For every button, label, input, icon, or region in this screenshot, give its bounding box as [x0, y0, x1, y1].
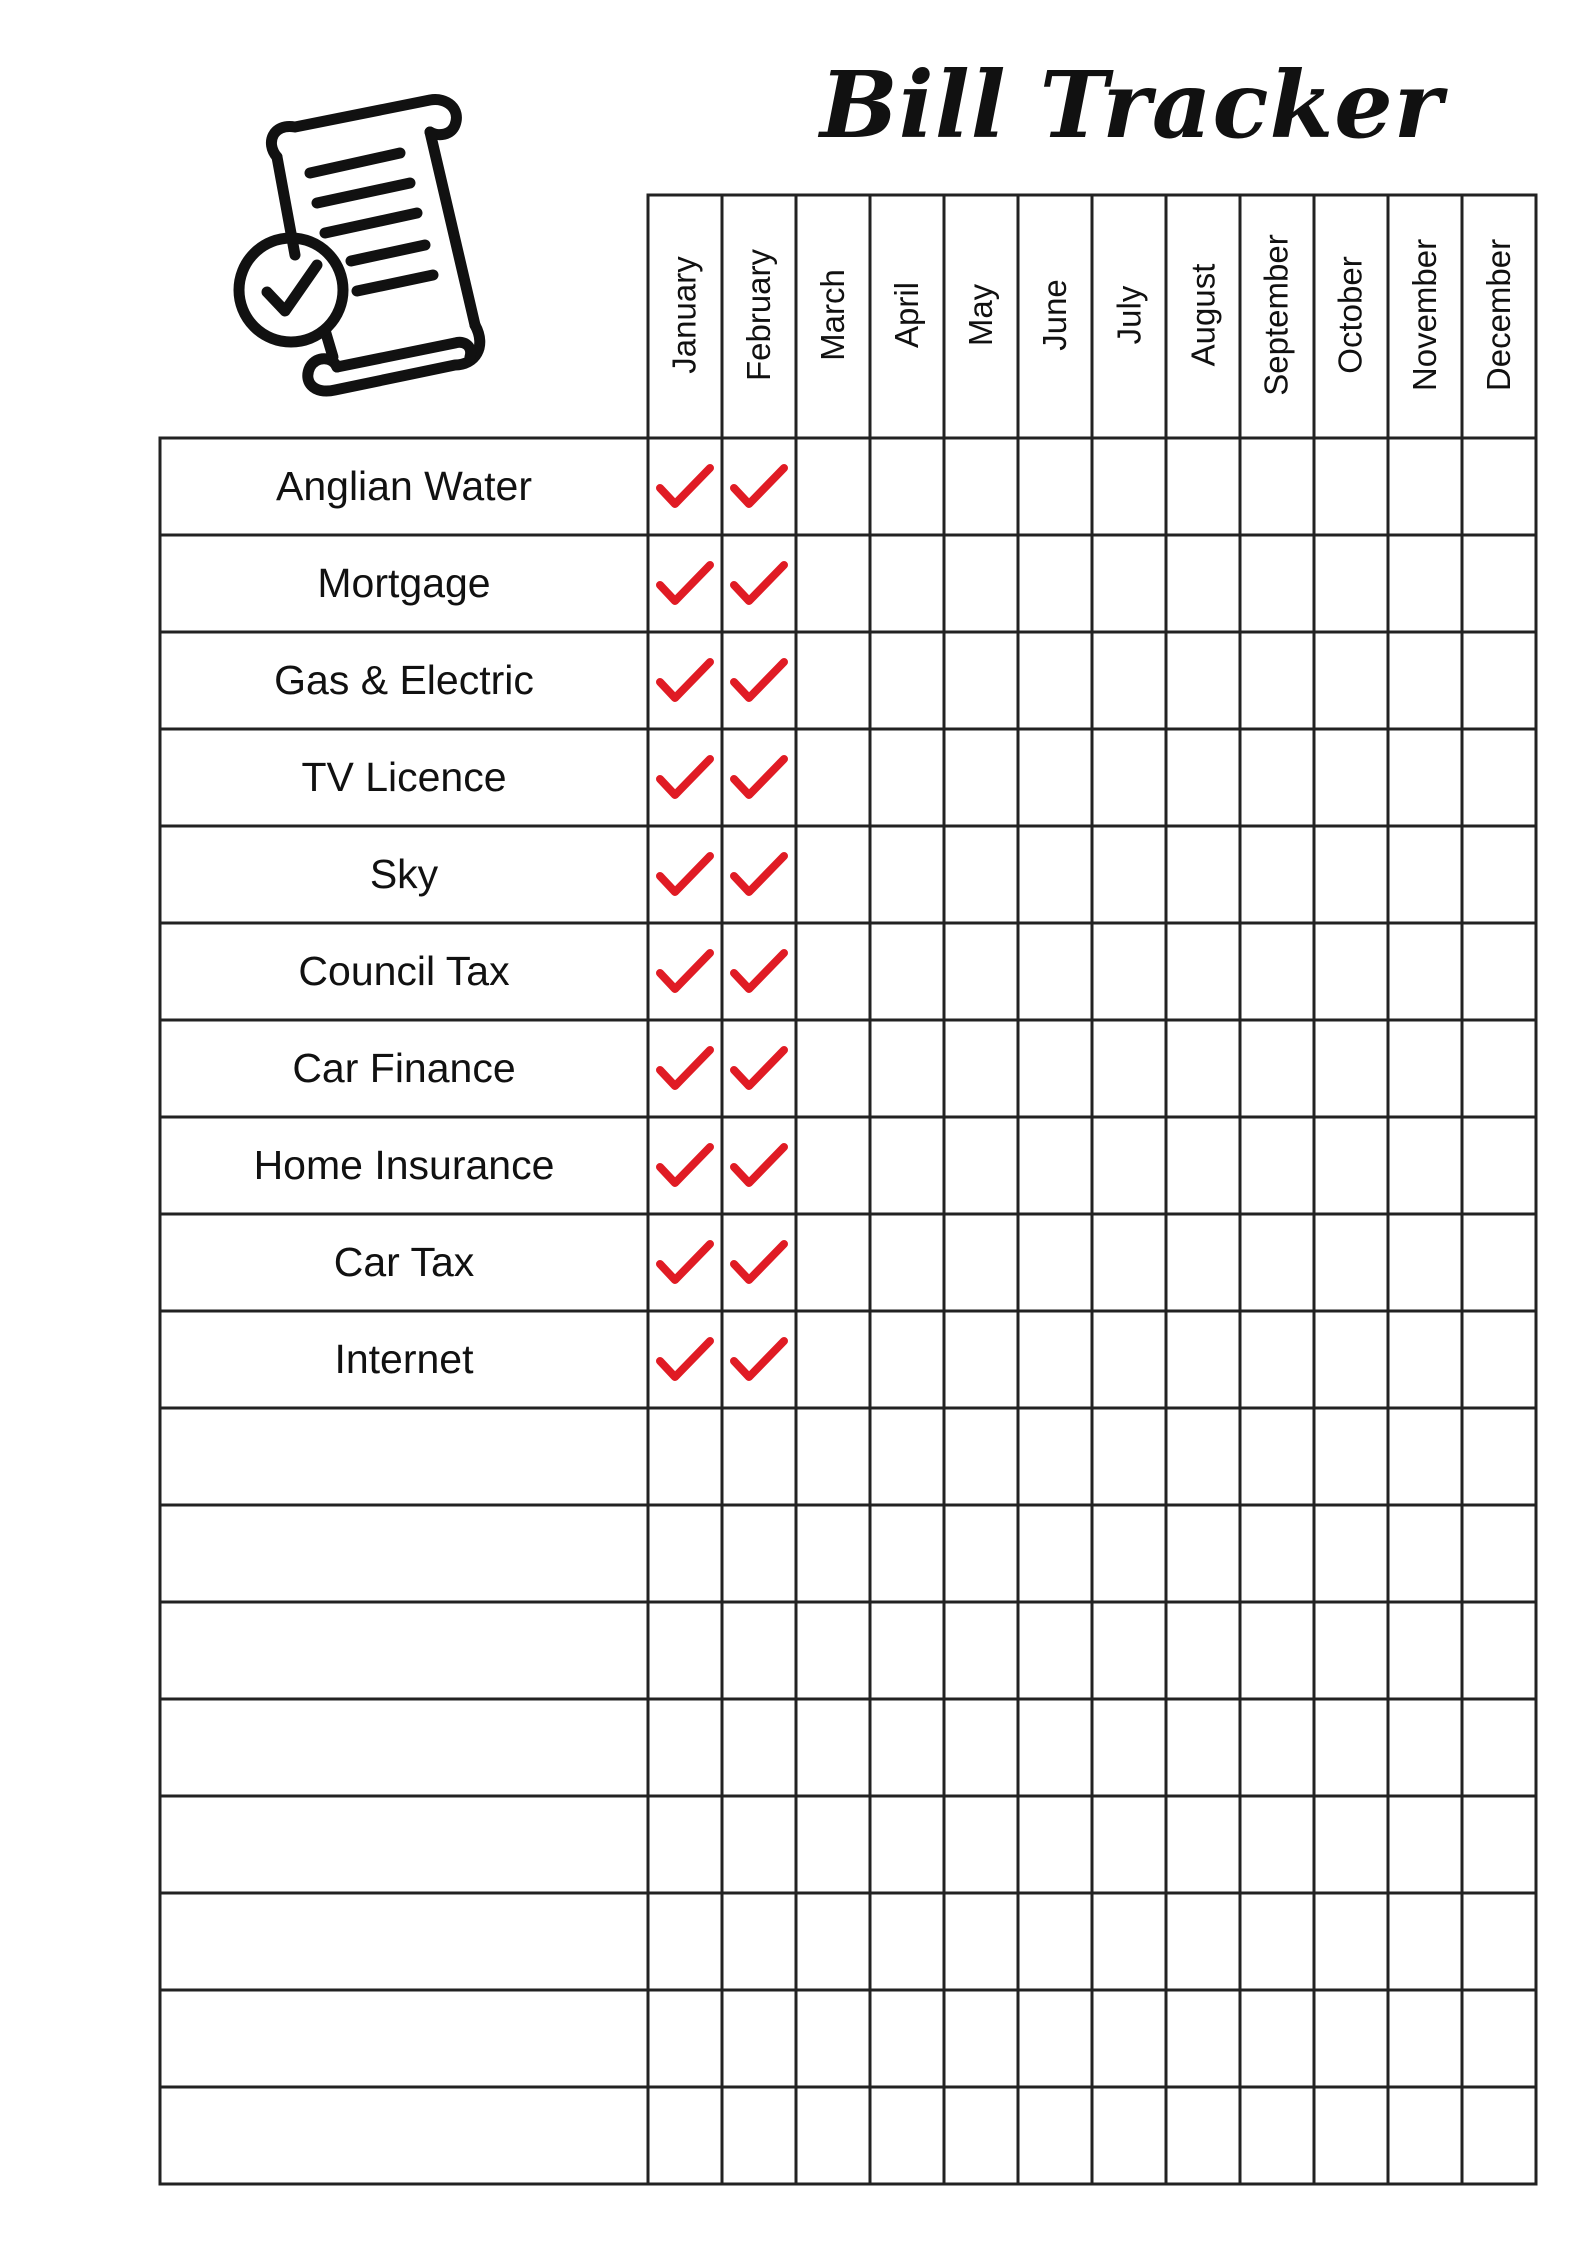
month-check-cell[interactable] [648, 1796, 722, 1893]
month-check-cell[interactable] [796, 826, 870, 923]
month-check-cell[interactable] [1166, 1505, 1240, 1602]
month-check-cell[interactable] [944, 1214, 1018, 1311]
month-check-cell[interactable] [1092, 1117, 1166, 1214]
month-check-cell[interactable] [1092, 1214, 1166, 1311]
month-check-cell[interactable] [944, 1893, 1018, 1990]
month-check-cell[interactable] [1240, 1117, 1314, 1214]
month-check-cell[interactable] [1018, 1020, 1092, 1117]
month-check-cell[interactable] [722, 923, 796, 1020]
month-check-cell[interactable] [648, 1893, 722, 1990]
month-check-cell[interactable] [944, 2087, 1018, 2184]
month-check-cell[interactable] [870, 1990, 944, 2087]
month-check-cell[interactable] [1092, 1699, 1166, 1796]
month-check-cell[interactable] [1166, 729, 1240, 826]
month-check-cell[interactable] [1018, 826, 1092, 923]
month-check-cell[interactable] [1240, 535, 1314, 632]
bill-name: Sky [369, 851, 439, 897]
month-check-cell[interactable] [648, 729, 722, 826]
month-check-cell[interactable] [1314, 1602, 1388, 1699]
month-check-cell[interactable] [1314, 1796, 1388, 1893]
bill-name: Anglian Water [276, 463, 532, 509]
month-check-cell[interactable] [1314, 1214, 1388, 1311]
month-check-cell[interactable] [1018, 1505, 1092, 1602]
month-check-cell[interactable] [1166, 535, 1240, 632]
month-check-cell[interactable] [796, 1505, 870, 1602]
month-check-cell[interactable] [1462, 438, 1536, 535]
month-check-cell[interactable] [1314, 632, 1388, 729]
month-check-cell[interactable] [1018, 438, 1092, 535]
month-check-cell[interactable] [722, 826, 796, 923]
month-check-cell[interactable] [870, 923, 944, 1020]
month-check-cell[interactable] [1240, 1699, 1314, 1796]
month-check-cell[interactable] [1166, 1990, 1240, 2087]
month-check-cell[interactable] [1462, 1020, 1536, 1117]
month-check-cell[interactable] [944, 1408, 1018, 1505]
month-check-cell[interactable] [1314, 438, 1388, 535]
month-check-cell[interactable] [796, 1214, 870, 1311]
month-check-cell[interactable] [870, 826, 944, 923]
month-header-october: October [1332, 256, 1370, 374]
month-check-cell[interactable] [944, 632, 1018, 729]
month-check-cell[interactable] [1388, 729, 1462, 826]
month-check-cell[interactable] [944, 923, 1018, 1020]
month-check-cell[interactable] [1092, 2087, 1166, 2184]
month-check-cell[interactable] [1314, 826, 1388, 923]
checkmark-icon [729, 1141, 789, 1191]
month-check-cell[interactable] [1462, 729, 1536, 826]
bill-name-empty [160, 1505, 648, 1602]
month-check-cell[interactable] [722, 729, 796, 826]
month-check-cell[interactable] [1388, 535, 1462, 632]
month-check-cell[interactable] [1092, 826, 1166, 923]
month-check-cell[interactable] [1240, 1408, 1314, 1505]
month-header-august: August [1184, 263, 1221, 367]
month-check-cell[interactable] [870, 1699, 944, 1796]
bill-name-empty [160, 1408, 648, 1505]
month-check-cell[interactable] [1092, 1505, 1166, 1602]
month-check-cell[interactable] [870, 1020, 944, 1117]
month-check-cell[interactable] [870, 1117, 944, 1214]
month-check-cell[interactable] [722, 632, 796, 729]
month-check-cell[interactable] [1018, 1990, 1092, 2087]
month-check-cell[interactable] [1314, 1117, 1388, 1214]
month-check-cell[interactable] [648, 1990, 722, 2087]
month-check-cell[interactable] [1092, 729, 1166, 826]
month-check-cell[interactable] [1018, 632, 1092, 729]
month-check-cell[interactable] [722, 1408, 796, 1505]
month-check-cell[interactable] [944, 535, 1018, 632]
month-check-cell[interactable] [1018, 1602, 1092, 1699]
month-check-cell[interactable] [944, 729, 1018, 826]
month-check-cell[interactable] [796, 1602, 870, 1699]
month-check-cell[interactable] [1092, 1893, 1166, 1990]
month-check-cell[interactable] [1018, 1408, 1092, 1505]
bill-name: Gas & Electric [274, 657, 534, 703]
checkmark-icon [729, 1238, 789, 1288]
month-check-cell[interactable] [648, 1505, 722, 1602]
month-header-april: April [888, 281, 925, 349]
month-check-cell[interactable] [1388, 632, 1462, 729]
month-check-cell[interactable] [1314, 1408, 1388, 1505]
month-check-cell[interactable] [1388, 826, 1462, 923]
month-check-cell[interactable] [1388, 1699, 1462, 1796]
month-check-cell[interactable] [1240, 1990, 1314, 2087]
month-check-cell[interactable] [1240, 632, 1314, 729]
month-check-cell[interactable] [1240, 1796, 1314, 1893]
month-check-cell[interactable] [1388, 1796, 1462, 1893]
month-check-cell[interactable] [1092, 1020, 1166, 1117]
month-check-cell[interactable] [796, 1117, 870, 1214]
month-check-cell[interactable] [1166, 1893, 1240, 1990]
month-check-cell[interactable] [1462, 1505, 1536, 1602]
month-check-cell[interactable] [870, 1214, 944, 1311]
month-check-cell[interactable] [1314, 1311, 1388, 1408]
month-check-cell[interactable] [1166, 1408, 1240, 1505]
month-header-september: September [1258, 234, 1295, 396]
checkmark-icon [655, 462, 715, 512]
bill-name-empty [160, 1990, 648, 2087]
month-check-cell[interactable] [1314, 1893, 1388, 1990]
month-check-cell[interactable] [1166, 826, 1240, 923]
month-check-cell[interactable] [1092, 923, 1166, 1020]
month-check-cell[interactable] [870, 438, 944, 535]
month-check-cell[interactable] [1240, 923, 1314, 1020]
bill-name: Internet [334, 1336, 474, 1382]
month-check-cell[interactable] [1462, 1117, 1536, 1214]
month-check-cell[interactable] [1092, 535, 1166, 632]
month-check-cell[interactable] [796, 729, 870, 826]
month-check-cell[interactable] [944, 1311, 1018, 1408]
month-check-cell[interactable] [1388, 1117, 1462, 1214]
month-check-cell[interactable] [1166, 2087, 1240, 2184]
month-check-cell[interactable] [1240, 1020, 1314, 1117]
month-check-cell[interactable] [1462, 1408, 1536, 1505]
month-check-cell[interactable] [796, 1990, 870, 2087]
month-check-cell[interactable] [648, 632, 722, 729]
month-check-cell[interactable] [1018, 923, 1092, 1020]
month-check-cell[interactable] [1166, 1699, 1240, 1796]
month-check-cell[interactable] [648, 1117, 722, 1214]
month-check-cell[interactable] [648, 1214, 722, 1311]
month-check-cell[interactable] [722, 1699, 796, 1796]
month-check-cell[interactable] [1018, 729, 1092, 826]
month-check-cell[interactable] [722, 535, 796, 632]
month-check-cell[interactable] [722, 1796, 796, 1893]
month-header-january: January [666, 256, 703, 374]
month-check-cell[interactable] [648, 1602, 722, 1699]
month-check-cell[interactable] [1388, 1602, 1462, 1699]
checkmark-icon [729, 462, 789, 512]
month-check-cell[interactable] [722, 1020, 796, 1117]
month-check-cell[interactable] [1092, 1990, 1166, 2087]
month-check-cell[interactable] [722, 1117, 796, 1214]
checkmark-icon [729, 1335, 789, 1385]
month-check-cell[interactable] [870, 1602, 944, 1699]
month-check-cell[interactable] [1314, 729, 1388, 826]
month-check-cell[interactable] [1166, 1214, 1240, 1311]
month-check-cell[interactable] [1166, 1602, 1240, 1699]
bill-name: Car Finance [292, 1045, 516, 1091]
month-header-june: June [1036, 279, 1073, 351]
month-check-cell[interactable] [1166, 1311, 1240, 1408]
month-check-cell[interactable] [796, 1020, 870, 1117]
month-check-cell[interactable] [1092, 1311, 1166, 1408]
month-check-cell[interactable] [1018, 1796, 1092, 1893]
month-check-cell[interactable] [1388, 2087, 1462, 2184]
bill-name-empty [160, 2087, 648, 2184]
month-check-cell[interactable] [1092, 632, 1166, 729]
month-check-cell[interactable] [1018, 1311, 1092, 1408]
month-check-cell[interactable] [796, 438, 870, 535]
month-check-cell[interactable] [1240, 1602, 1314, 1699]
month-check-cell[interactable] [1240, 2087, 1314, 2184]
month-header-march: March [814, 269, 851, 361]
month-check-cell[interactable] [1462, 1214, 1536, 1311]
month-check-cell[interactable] [1240, 826, 1314, 923]
month-check-cell[interactable] [1314, 923, 1388, 1020]
month-check-cell[interactable] [722, 1893, 796, 1990]
month-check-cell[interactable] [648, 1699, 722, 1796]
month-check-cell[interactable] [1166, 1020, 1240, 1117]
month-check-cell[interactable] [1314, 1020, 1388, 1117]
month-check-cell[interactable] [796, 535, 870, 632]
month-check-cell[interactable] [1462, 535, 1536, 632]
month-check-cell[interactable] [722, 438, 796, 535]
checkmark-icon [729, 1044, 789, 1094]
checkmark-icon [655, 1335, 715, 1385]
month-check-cell[interactable] [796, 1796, 870, 1893]
month-check-cell[interactable] [1018, 2087, 1092, 2184]
month-check-cell[interactable] [796, 1699, 870, 1796]
month-check-cell[interactable] [1462, 1893, 1536, 1990]
month-check-cell[interactable] [870, 2087, 944, 2184]
month-check-cell[interactable] [1018, 1214, 1092, 1311]
month-check-cell[interactable] [1388, 1893, 1462, 1990]
bill-name: Mortgage [317, 560, 491, 606]
month-check-cell[interactable] [796, 923, 870, 1020]
month-check-cell[interactable] [648, 1311, 722, 1408]
month-header-november: November [1406, 238, 1444, 392]
month-check-cell[interactable] [1240, 1311, 1314, 1408]
month-check-cell[interactable] [1462, 923, 1536, 1020]
month-header-may: May [962, 283, 999, 347]
month-check-cell[interactable] [1092, 1408, 1166, 1505]
month-check-cell[interactable] [870, 1311, 944, 1408]
month-check-cell[interactable] [870, 1796, 944, 1893]
month-check-cell[interactable] [722, 1505, 796, 1602]
month-check-cell[interactable] [796, 2087, 870, 2184]
month-check-cell[interactable] [1092, 438, 1166, 535]
month-check-cell[interactable] [870, 1505, 944, 1602]
month-check-cell[interactable] [944, 1020, 1018, 1117]
checkmark-icon [655, 1238, 715, 1288]
month-check-cell[interactable] [1388, 1990, 1462, 2087]
month-check-cell[interactable] [1462, 826, 1536, 923]
month-check-cell[interactable] [944, 1505, 1018, 1602]
month-check-cell[interactable] [1166, 438, 1240, 535]
month-check-cell[interactable] [648, 438, 722, 535]
checkmark-icon [655, 753, 715, 803]
month-check-cell[interactable] [1388, 1311, 1462, 1408]
month-check-cell[interactable] [648, 826, 722, 923]
month-check-cell[interactable] [648, 1020, 722, 1117]
bill-name: Council Tax [298, 948, 510, 994]
month-check-cell[interactable] [1388, 923, 1462, 1020]
month-check-cell[interactable] [944, 826, 1018, 923]
month-check-cell[interactable] [722, 2087, 796, 2184]
month-check-cell[interactable] [1092, 1796, 1166, 1893]
month-check-cell[interactable] [1092, 1602, 1166, 1699]
month-check-cell[interactable] [944, 438, 1018, 535]
bill-name: Car Tax [333, 1239, 475, 1285]
month-check-cell[interactable] [1314, 1505, 1388, 1602]
bill-name: Home Insurance [253, 1142, 555, 1188]
month-check-cell[interactable] [1166, 632, 1240, 729]
month-check-cell[interactable] [870, 1408, 944, 1505]
month-check-cell[interactable] [1388, 438, 1462, 535]
month-check-cell[interactable] [1314, 1699, 1388, 1796]
month-header-december: December [1480, 238, 1518, 392]
month-check-cell[interactable] [796, 1893, 870, 1990]
checkmark-icon [655, 947, 715, 997]
month-check-cell[interactable] [1462, 632, 1536, 729]
month-check-cell[interactable] [1314, 535, 1388, 632]
month-check-cell[interactable] [1462, 2087, 1536, 2184]
month-check-cell[interactable] [1388, 1020, 1462, 1117]
month-check-cell[interactable] [944, 1990, 1018, 2087]
bill-name-empty [160, 1699, 648, 1796]
month-check-cell[interactable] [870, 1893, 944, 1990]
bill-name-empty [160, 1796, 648, 1893]
month-check-cell[interactable] [1388, 1214, 1462, 1311]
month-check-cell[interactable] [1166, 1117, 1240, 1214]
page-title: Bill Tracker [820, 51, 1444, 159]
month-check-cell[interactable] [1314, 1990, 1388, 2087]
month-check-cell[interactable] [648, 923, 722, 1020]
month-check-cell[interactable] [796, 1311, 870, 1408]
month-check-cell[interactable] [722, 1311, 796, 1408]
month-check-cell[interactable] [1240, 1505, 1314, 1602]
month-check-cell[interactable] [944, 1699, 1018, 1796]
month-check-cell[interactable] [1462, 1602, 1536, 1699]
checkmark-icon [729, 656, 789, 706]
bill-name-empty [160, 1602, 648, 1699]
month-check-cell[interactable] [796, 1408, 870, 1505]
month-check-cell[interactable] [1240, 1214, 1314, 1311]
month-check-cell[interactable] [1166, 1796, 1240, 1893]
month-check-cell[interactable] [1240, 729, 1314, 826]
month-check-cell[interactable] [648, 2087, 722, 2184]
month-check-cell[interactable] [1018, 535, 1092, 632]
month-check-cell[interactable] [870, 535, 944, 632]
month-check-cell[interactable] [1166, 923, 1240, 1020]
month-check-cell[interactable] [1388, 1408, 1462, 1505]
month-check-cell[interactable] [1240, 1893, 1314, 1990]
month-check-cell[interactable] [1462, 1699, 1536, 1796]
month-check-cell[interactable] [1462, 1311, 1536, 1408]
month-check-cell[interactable] [1462, 1796, 1536, 1893]
checkmark-icon [655, 559, 715, 609]
checkmark-icon [729, 850, 789, 900]
checkmark-icon [729, 947, 789, 997]
month-check-cell[interactable] [944, 1796, 1018, 1893]
checkmark-icon [655, 656, 715, 706]
month-check-cell[interactable] [1462, 1990, 1536, 2087]
month-check-cell[interactable] [1018, 1699, 1092, 1796]
month-check-cell[interactable] [944, 1602, 1018, 1699]
month-check-cell[interactable] [870, 632, 944, 729]
month-check-cell[interactable] [648, 1408, 722, 1505]
month-header-february: February [740, 248, 777, 382]
checkmark-icon [729, 753, 789, 803]
month-check-cell[interactable] [648, 535, 722, 632]
month-check-cell[interactable] [1018, 1117, 1092, 1214]
month-check-cell[interactable] [796, 632, 870, 729]
month-check-cell[interactable] [722, 1990, 796, 2087]
month-check-cell[interactable] [722, 1214, 796, 1311]
checkmark-icon [655, 1044, 715, 1094]
month-check-cell[interactable] [1240, 438, 1314, 535]
month-check-cell[interactable] [1314, 2087, 1388, 2184]
month-check-cell[interactable] [1018, 1893, 1092, 1990]
month-header-july: July [1110, 285, 1147, 345]
checkmark-icon [655, 850, 715, 900]
month-check-cell[interactable] [722, 1602, 796, 1699]
bill-name: TV Licence [301, 754, 507, 800]
checkmark-icon [655, 1141, 715, 1191]
checkmark-icon [729, 559, 789, 609]
month-check-cell[interactable] [1388, 1505, 1462, 1602]
month-check-cell[interactable] [870, 729, 944, 826]
bill-name-empty [160, 1893, 648, 1990]
month-check-cell[interactable] [944, 1117, 1018, 1214]
